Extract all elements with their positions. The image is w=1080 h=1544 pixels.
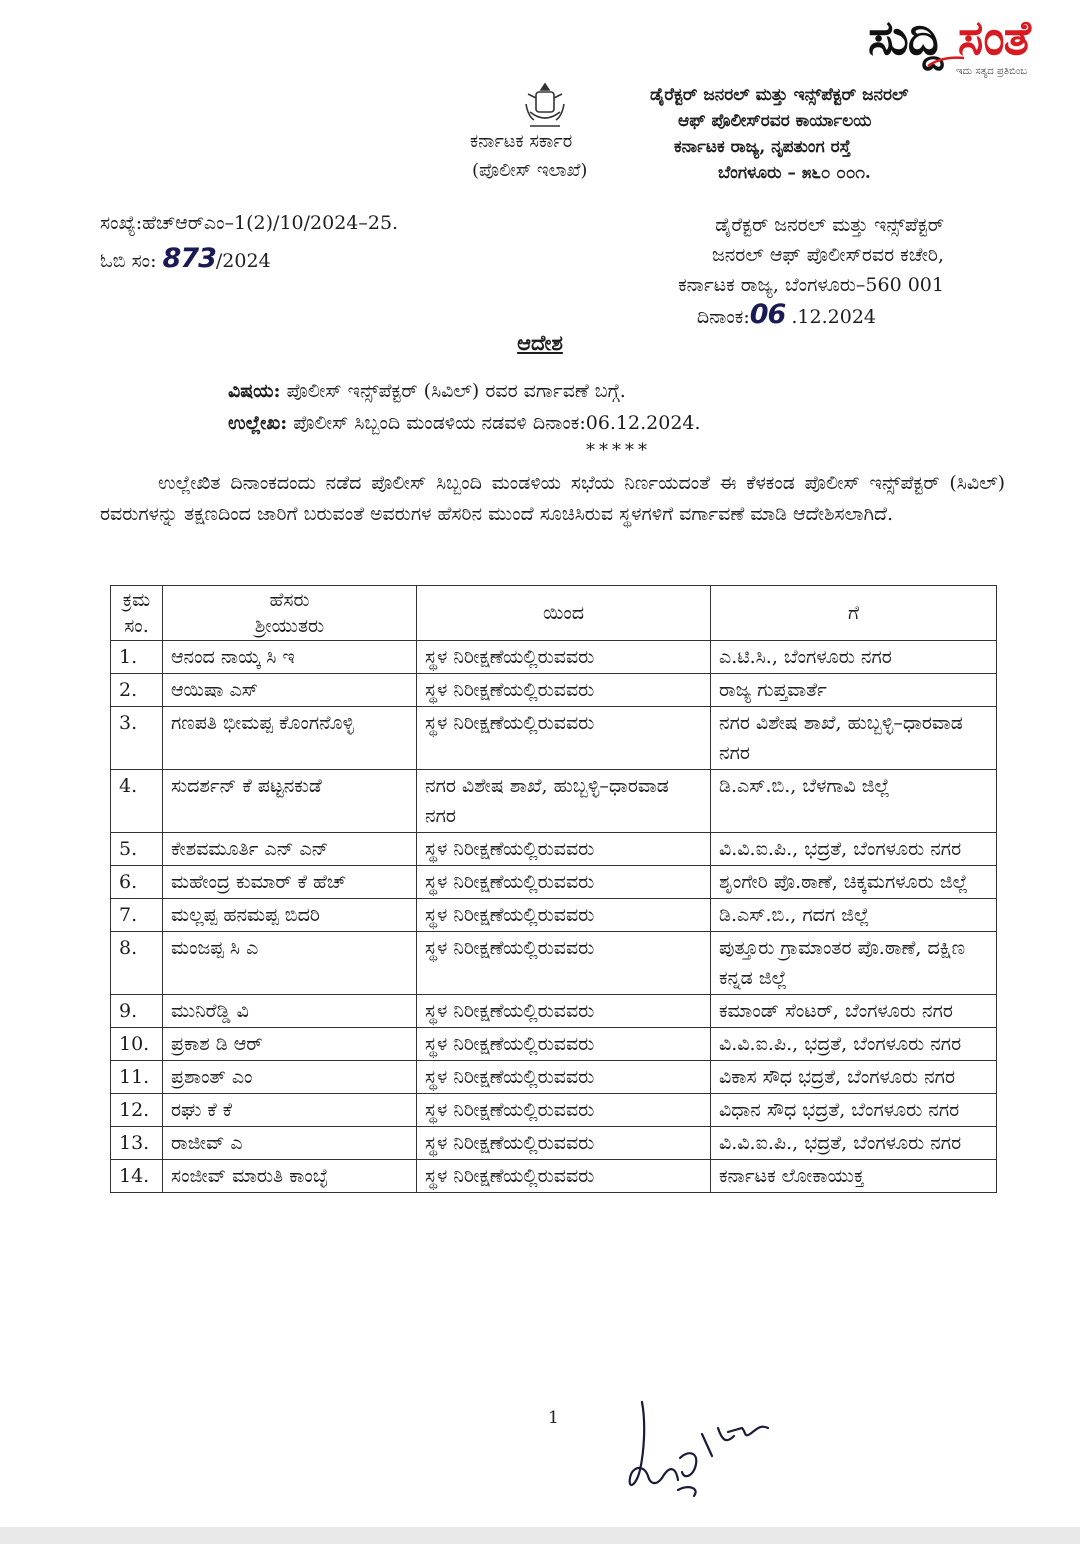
- ob-number: [100, 243, 271, 274]
- cell-serial: 1.: [111, 641, 163, 674]
- table-row: [111, 641, 997, 674]
- karnataka-emblem-icon: [520, 80, 570, 130]
- address-line: ಜನರಲ್ ಆಫ್ ಪೊಲೀಸ್‌ರವರ ಕಚೇರಿ,: [711, 244, 944, 266]
- cell-name: ಮಹೇಂದ್ರ ಕುಮಾರ್ ಕೆ ಹೆಚ್: [163, 866, 417, 899]
- handwritten-signature: [618, 1394, 798, 1504]
- table-row: [111, 1094, 997, 1127]
- subject-label: ವಿಷಯ:: [228, 380, 281, 402]
- cell-name: ಕೇಶವಮೂರ್ತಿ ಎನ್ ಎನ್: [163, 833, 417, 866]
- cell-serial: 13.: [111, 1127, 163, 1160]
- bottom-band: [0, 1527, 1080, 1544]
- ob-suffix: /2024: [215, 250, 271, 272]
- subject-text: ಪೊಲೀಸ್ ಇನ್ಸ್‌ಪೆಕ್ಟರ್ (ಸಿವಿಲ್) ರವರ ವರ್ಗಾವಣೆ ಬಗ್ಗೆ.: [280, 380, 626, 402]
- header-serial: ಕ್ರಮ ಸಂ.: [111, 586, 163, 641]
- department-name: (ಪೊಲೀಸ್ ಇಲಾಖೆ): [472, 160, 588, 181]
- ob-handwritten-number: 873: [162, 243, 216, 274]
- reference-line: [228, 412, 701, 434]
- cell-from: ಸ್ಥಳ ನಿರೀಕ್ಷಣೆಯಲ್ಲಿರುವವರು: [417, 1127, 711, 1160]
- address-line: ಕರ್ನಾಟಕ ರಾಜ್ಯ, ಬೆಂಗಳೂರು–560 001: [678, 274, 944, 296]
- subject-line: [228, 380, 626, 402]
- order-paragraph: ಉಲ್ಲೇಖಿತ ದಿನಾಂಕದಂದು ನಡೆದ ಪೊಲೀಸ್ ಸಿಬ್ಬಂದಿ ಮಂಡಳಿಯ ಸಭೆಯ ನಿರ್ಣಯದಂತೆ ಈ ಕೆಳಕಂಡ ಪೊಲೀಸ್ ಇನ್ಸ್‌ಪೆಕ್ಟರ್ (ಸಿವಿಲ್) ರವರುಗಳನ್ನು ತಕ್ಷಣದಿಂದ ಜಾರಿಗೆ ಬರುವಂತೆ ಅವರುಗಳ ಹೆಸರಿನ ಮುಂದೆ ಸೂಚಿಸಿರುವ ಸ್ಥಳಗಳಿಗೆ ವರ್ಗಾವಣೆ ಮಾಡಿ ಆದೇಶಿಸಲಾಗಿದೆ.: [100, 472, 1005, 525]
- table-row: [111, 932, 997, 995]
- cell-name: ಆಯಿಷಾ ಎಸ್: [163, 674, 417, 707]
- cell-name: ಮಂಜಪ್ಪ ಸಿ ಎ: [163, 932, 417, 995]
- office-heading: [650, 82, 909, 186]
- cell-from: ಸ್ಥಳ ನಿರೀಕ್ಷಣೆಯಲ್ಲಿರುವವರು: [417, 1061, 711, 1094]
- office-line: ಆಫ್ ಪೊಲೀಸ್‌ರವರ ಕಾರ್ಯಾಲಯ: [678, 111, 872, 131]
- cell-serial: 10.: [111, 1028, 163, 1061]
- cell-name: ಗಣಪತಿ ಭೀಮಪ್ಪ ಕೊಂಗನೊಳ್ಳಿ: [163, 707, 417, 770]
- table-header-row: [111, 586, 997, 641]
- cell-from: ಸ್ಥಳ ನಿರೀಕ್ಷಣೆಯಲ್ಲಿರುವವರು: [417, 641, 711, 674]
- cell-serial: 4.: [111, 770, 163, 833]
- cell-to: ಎ.ಟಿ.ಸಿ., ಬೆಂಗಳೂರು ನಗರ: [711, 641, 997, 674]
- cell-name: ಮುನಿರೆಡ್ಡಿ ವಿ: [163, 995, 417, 1028]
- cell-from: ಸ್ಥಳ ನಿರೀಕ್ಷಣೆಯಲ್ಲಿರುವವರು: [417, 833, 711, 866]
- cell-serial: 3.: [111, 707, 163, 770]
- cell-to: ವಿ.ವಿ.ಐ.ಪಿ., ಭದ್ರತೆ, ಬೆಂಗಳೂರು ನಗರ: [711, 833, 997, 866]
- cell-to: ಕಮಾಂಡ್ ಸೆಂಟರ್, ಬೆಂಗಳೂರು ನಗರ: [711, 995, 997, 1028]
- reference-text: ಪೊಲೀಸ್ ಸಿಬ್ಬಂದಿ ಮಂಡಳಿಯ ನಡವಳಿ ದಿನಾಂಕ:06.12.2024.: [287, 412, 701, 434]
- cell-to: ವಿ.ವಿ.ಐ.ಪಿ., ಭದ್ರತೆ, ಬೆಂಗಳೂರು ನಗರ: [711, 1028, 997, 1061]
- transfer-table: [110, 585, 997, 1193]
- cell-to: ವಿಕಾಸ ಸೌಧ ಭದ್ರತೆ, ಬೆಂಗಳೂರು ನಗರ: [711, 1061, 997, 1094]
- cell-serial: 8.: [111, 932, 163, 995]
- cell-serial: 9.: [111, 995, 163, 1028]
- cell-serial: 7.: [111, 899, 163, 932]
- office-line: ಡೈರೆಕ್ಟರ್ ಜನರಲ್ ಮತ್ತು ಇನ್ಸ್‌ಪೆಕ್ಟರ್ ಜನರಲ್: [650, 85, 909, 105]
- cell-from: ಸ್ಥಳ ನಿರೀಕ್ಷಣೆಯಲ್ಲಿರುವವರು: [417, 932, 711, 995]
- table-row: [111, 1061, 997, 1094]
- cell-name: ಮಲ್ಲಪ್ಪ ಹನಮಪ್ಪ ಬಿದರಿ: [163, 899, 417, 932]
- table-row: [111, 833, 997, 866]
- watermark-name-black: ಸುದ್ದಿ: [868, 10, 958, 66]
- cell-serial: 12.: [111, 1094, 163, 1127]
- table-row: [111, 1160, 997, 1193]
- cell-to: ಡಿ.ಎಸ್.ಬಿ., ಗದಗ ಜಿಲ್ಲೆ: [711, 899, 997, 932]
- cell-serial: 11.: [111, 1061, 163, 1094]
- cell-to: ರಾಜ್ಯ ಗುಪ್ತವಾರ್ತೆ: [711, 674, 997, 707]
- office-address: [612, 210, 944, 332]
- order-date: [612, 300, 944, 332]
- table-row: [111, 1127, 997, 1160]
- office-line: ಬೆಂಗಳೂರು – ೫೬೦ ೦೦೧.: [718, 163, 871, 183]
- cell-serial: 6.: [111, 866, 163, 899]
- date-label: ದಿನಾಂಕ:: [696, 306, 750, 328]
- cell-to: ಶೃಂಗೇರಿ ಪೊ.ಠಾಣೆ, ಚಿಕ್ಕಮಗಳೂರು ಜಿಲ್ಲೆ: [711, 866, 997, 899]
- cell-from: ಸ್ಥಳ ನಿರೀಕ್ಷಣೆಯಲ್ಲಿರುವವರು: [417, 707, 711, 770]
- cell-serial: 14.: [111, 1160, 163, 1193]
- cell-name: ಸುದರ್ಶನ್ ಕೆ ಪಟ್ಟನಕುಡೆ: [163, 770, 417, 833]
- header-from: ಯಿಂದ: [417, 586, 711, 641]
- table-row: [111, 674, 997, 707]
- cell-from: ಸ್ಥಳ ನಿರೀಕ್ಷಣೆಯಲ್ಲಿರುವವರು: [417, 866, 711, 899]
- table-row: [111, 866, 997, 899]
- cell-name: ಪ್ರಶಾಂತ್ ಎಂ: [163, 1061, 417, 1094]
- cell-to: ವಿಧಾನ ಸೌಧ ಭದ್ರತೆ, ಬೆಂಗಳೂರು ನಗರ: [711, 1094, 997, 1127]
- separator-stars: *****: [586, 440, 651, 461]
- date-suffix: .12.2024: [785, 306, 876, 328]
- order-title: ಆದೇಶ: [517, 330, 563, 355]
- header-name: ಹೆಸರು ಶ್ರೀಯುತರು: [163, 586, 417, 641]
- table-row: [111, 1028, 997, 1061]
- cell-name: ರಘು ಕೆ ಕೆ: [163, 1094, 417, 1127]
- watermark-logo: [868, 10, 1073, 82]
- cell-to: ವಿ.ವಿ.ಐ.ಪಿ., ಭದ್ರತೆ, ಬೆಂಗಳೂರು ನಗರ: [711, 1127, 997, 1160]
- cell-from: ಸ್ಥಳ ನಿರೀಕ್ಷಣೆಯಲ್ಲಿರುವವರು: [417, 1028, 711, 1061]
- table-row: [111, 899, 997, 932]
- reference-number: ಸಂಖ್ಯೆ:ಹೆಚ್‌ಆರ್‌ಎಂ–1(2)/10/2024–25.: [100, 212, 399, 234]
- cell-from: ಸ್ಥಳ ನಿರೀಕ್ಷಣೆಯಲ್ಲಿರುವವರು: [417, 1094, 711, 1127]
- table-row: [111, 995, 997, 1028]
- ob-label: ಓಬಿ ಸಂ:: [100, 250, 157, 272]
- cell-serial: 5.: [111, 833, 163, 866]
- header-to: ಗೆ: [711, 586, 997, 641]
- watermark-name-red: ಸಂತೆ: [957, 10, 1030, 66]
- cell-from: ಸ್ಥಳ ನಿರೀಕ್ಷಣೆಯಲ್ಲಿರುವವರು: [417, 674, 711, 707]
- table-row: [111, 707, 997, 770]
- cell-to: ಪುತ್ತೂರು ಗ್ರಾಮಾಂತರ ಪೊ.ಠಾಣೆ, ದಕ್ಷಿಣ ಕನ್ನಡ ಜಿಲ್ಲೆ: [711, 932, 997, 995]
- page-number: 1: [548, 1408, 559, 1428]
- address-line: ಡೈರೆಕ್ಟರ್ ಜನರಲ್ ಮತ್ತು ಇನ್ಸ್‌ಪೆಕ್ಟರ್: [715, 214, 944, 236]
- table-row: [111, 770, 997, 833]
- cell-from: ಸ್ಥಳ ನಿರೀಕ್ಷಣೆಯಲ್ಲಿರುವವರು: [417, 899, 711, 932]
- office-line: ಕರ್ನಾಟಕ ರಾಜ್ಯ, ನೃಪತುಂಗ ರಸ್ತೆ: [674, 137, 851, 157]
- cell-from: ನಗರ ವಿಶೇಷ ಶಾಖೆ, ಹುಬ್ಬಳ್ಳಿ–ಧಾರವಾಡ ನಗರ: [417, 770, 711, 833]
- reference-label: ಉಲ್ಲೇಖ:: [228, 412, 288, 434]
- government-name: ಕರ್ನಾಟಕ ಸರ್ಕಾರ: [470, 131, 573, 152]
- cell-name: ಆನಂದ ನಾಯ್ಕ ಸಿ ಇ: [163, 641, 417, 674]
- cell-to: ನಗರ ವಿಶೇಷ ಶಾಖೆ, ಹುಬ್ಬಳ್ಳಿ–ಧಾರವಾಡ ನಗರ: [711, 707, 997, 770]
- cell-to: ಡಿ.ಎಸ್.ಬಿ., ಬೆಳಗಾವಿ ಜಿಲ್ಲೆ: [711, 770, 997, 833]
- date-handwritten-day: 06: [749, 299, 786, 330]
- cell-from: ಸ್ಥಳ ನಿರೀಕ್ಷಣೆಯಲ್ಲಿರುವವರು: [417, 1160, 711, 1193]
- cell-name: ಸಂಜೀವ್ ಮಾರುತಿ ಕಾಂಬ್ಳೆ: [163, 1160, 417, 1193]
- cell-serial: 2.: [111, 674, 163, 707]
- cell-to: ಕರ್ನಾಟಕ ಲೋಕಾಯುಕ್ತ: [711, 1160, 997, 1193]
- cell-from: ಸ್ಥಳ ನಿರೀಕ್ಷಣೆಯಲ್ಲಿರುವವರು: [417, 995, 711, 1028]
- cell-name: ರಾಜೀವ್ ಎ: [163, 1127, 417, 1160]
- cell-name: ಪ್ರಕಾಶ ಡಿ ಆರ್: [163, 1028, 417, 1061]
- watermark-tagline: ಇದು ಸತ್ಯದ ಪ್ರತಿಬಿಂಬ: [956, 66, 1028, 77]
